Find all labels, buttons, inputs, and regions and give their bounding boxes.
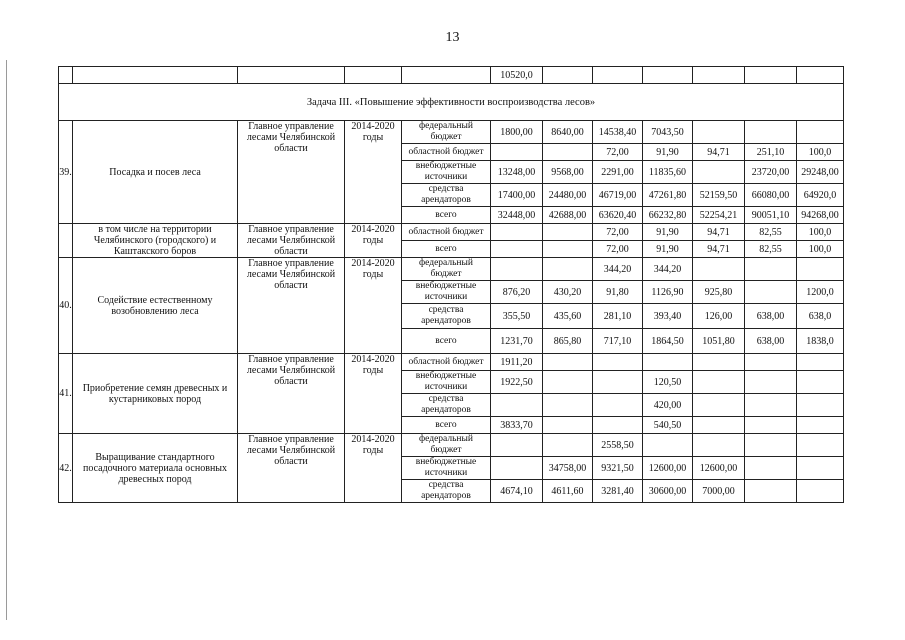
value-cell: 1800,00 [491, 121, 543, 144]
value-cell: 24480,00 [543, 184, 593, 207]
funding-source: федеральный бюджет [402, 258, 491, 281]
value-cell [543, 144, 593, 161]
value-cell: 72,00 [593, 241, 643, 258]
value-cell: 94,71 [693, 241, 745, 258]
value-cell: 876,20 [491, 281, 543, 304]
funding-source: внебюджетные источники [402, 371, 491, 394]
table-cell [643, 67, 693, 84]
value-cell: 94,71 [693, 224, 745, 241]
measure-name: в том числе на территории Челябинского (городского) и Каштакского боров [73, 224, 238, 258]
value-cell: 393,40 [643, 304, 693, 329]
table-cell [73, 67, 238, 84]
value-cell: 2291,00 [593, 161, 643, 184]
value-cell: 82,55 [745, 224, 797, 241]
executor: Главное управление лесами Челябинской области [238, 258, 345, 354]
value-cell: 46719,00 [593, 184, 643, 207]
value-cell: 3281,40 [593, 480, 643, 503]
value-cell [745, 480, 797, 503]
value-cell [643, 354, 693, 371]
table-cell [693, 67, 745, 84]
period: 2014-2020 годы [345, 434, 402, 503]
value-cell: 4611,60 [543, 480, 593, 503]
value-cell [693, 258, 745, 281]
value-cell: 435,60 [543, 304, 593, 329]
value-cell: 91,90 [643, 224, 693, 241]
value-cell [693, 354, 745, 371]
value-cell [543, 434, 593, 457]
executor: Главное управление лесами Челябинской области [238, 224, 345, 258]
executor: Главное управление лесами Челябинской области [238, 121, 345, 224]
value-cell [543, 371, 593, 394]
value-cell: 344,20 [593, 258, 643, 281]
value-cell: 7043,50 [643, 121, 693, 144]
value-cell: 638,00 [745, 329, 797, 354]
measure-name: Выращивание стандартного посадочного материала основных древесных пород [73, 434, 238, 503]
prev-row-value: 10520,0 [491, 67, 543, 84]
value-cell [745, 394, 797, 417]
value-cell: 3833,70 [491, 417, 543, 434]
value-cell: 126,00 [693, 304, 745, 329]
table-row [59, 67, 844, 84]
value-cell: 90051,10 [745, 207, 797, 224]
table-row [59, 354, 844, 371]
value-cell [491, 258, 543, 281]
funding-source: средства арендаторов [402, 480, 491, 503]
task-title: Задача III. «Повышение эффективности воспроизводства лесов» [59, 84, 844, 121]
period: 2014-2020 годы [345, 224, 402, 258]
value-cell: 7000,00 [693, 480, 745, 503]
value-cell: 1231,70 [491, 329, 543, 354]
value-cell [543, 241, 593, 258]
value-cell [593, 354, 643, 371]
value-cell [745, 457, 797, 480]
value-cell [693, 417, 745, 434]
value-cell: 91,90 [643, 144, 693, 161]
executor: Главное управление лесами Челябинской области [238, 434, 345, 503]
funding-source: средства арендаторов [402, 184, 491, 207]
table-cell [402, 67, 491, 84]
value-cell: 1922,50 [491, 371, 543, 394]
value-cell: 1911,20 [491, 354, 543, 371]
funding-source: внебюджетные источники [402, 457, 491, 480]
value-cell: 64920,0 [797, 184, 844, 207]
value-cell: 14538,40 [593, 121, 643, 144]
value-cell: 1126,90 [643, 281, 693, 304]
value-cell [797, 121, 844, 144]
value-cell: 94268,00 [797, 207, 844, 224]
value-cell: 925,80 [693, 281, 745, 304]
value-cell: 32448,00 [491, 207, 543, 224]
value-cell [797, 434, 844, 457]
value-cell [797, 457, 844, 480]
value-cell [797, 394, 844, 417]
value-cell [491, 224, 543, 241]
value-cell: 251,10 [745, 144, 797, 161]
value-cell: 4674,10 [491, 480, 543, 503]
value-cell: 52254,21 [693, 207, 745, 224]
value-cell: 638,0 [797, 304, 844, 329]
value-cell [693, 161, 745, 184]
value-cell [543, 394, 593, 417]
value-cell [745, 121, 797, 144]
budget-table [58, 66, 844, 503]
funding-source: федеральный бюджет [402, 434, 491, 457]
funding-source: областной бюджет [402, 224, 491, 241]
value-cell: 281,10 [593, 304, 643, 329]
value-cell [491, 144, 543, 161]
value-cell [491, 394, 543, 417]
value-cell: 17400,00 [491, 184, 543, 207]
value-cell: 63620,40 [593, 207, 643, 224]
value-cell: 11835,60 [643, 161, 693, 184]
value-cell [643, 434, 693, 457]
value-cell [693, 434, 745, 457]
value-cell: 12600,00 [693, 457, 745, 480]
value-cell: 344,20 [643, 258, 693, 281]
table-cell [593, 67, 643, 84]
value-cell: 13248,00 [491, 161, 543, 184]
item-number [59, 224, 73, 258]
value-cell: 8640,00 [543, 121, 593, 144]
value-cell [745, 281, 797, 304]
value-cell [693, 394, 745, 417]
measure-name: Содействие естественному возобновлению леса [73, 258, 238, 354]
table-row [59, 224, 844, 241]
funding-source: областной бюджет [402, 144, 491, 161]
period: 2014-2020 годы [345, 121, 402, 224]
funding-source: внебюджетные источники [402, 281, 491, 304]
value-cell: 120,50 [643, 371, 693, 394]
table-row [59, 258, 844, 281]
table-cell [238, 67, 345, 84]
value-cell [543, 258, 593, 281]
value-cell [693, 121, 745, 144]
value-cell: 540,50 [643, 417, 693, 434]
value-cell: 430,20 [543, 281, 593, 304]
value-cell: 42688,00 [543, 207, 593, 224]
value-cell [491, 457, 543, 480]
value-cell: 91,90 [643, 241, 693, 258]
value-cell [797, 354, 844, 371]
value-cell: 9321,50 [593, 457, 643, 480]
table-cell [59, 67, 73, 84]
value-cell [693, 371, 745, 394]
value-cell [593, 417, 643, 434]
funding-source: всего [402, 329, 491, 354]
value-cell: 52159,50 [693, 184, 745, 207]
funding-source: федеральный бюджет [402, 121, 491, 144]
item-number: 40. [59, 258, 73, 354]
value-cell [745, 434, 797, 457]
value-cell [797, 417, 844, 434]
value-cell: 717,10 [593, 329, 643, 354]
value-cell: 29248,00 [797, 161, 844, 184]
table-cell [745, 67, 797, 84]
scan-edge-line [6, 60, 7, 620]
funding-source: средства арендаторов [402, 304, 491, 329]
value-cell: 420,00 [643, 394, 693, 417]
value-cell [491, 434, 543, 457]
value-cell: 66080,00 [745, 184, 797, 207]
funding-source: внебюджетные источники [402, 161, 491, 184]
table-cell [345, 67, 402, 84]
value-cell: 1051,80 [693, 329, 745, 354]
value-cell: 47261,80 [643, 184, 693, 207]
funding-source: областной бюджет [402, 354, 491, 371]
item-number: 42. [59, 434, 73, 503]
measure-name: Приобретение семян древесных и кустарниковых пород [73, 354, 238, 434]
value-cell: 100,0 [797, 144, 844, 161]
value-cell: 72,00 [593, 224, 643, 241]
value-cell: 66232,80 [643, 207, 693, 224]
value-cell: 2558,50 [593, 434, 643, 457]
funding-source: средства арендаторов [402, 394, 491, 417]
value-cell [797, 258, 844, 281]
value-cell [745, 258, 797, 281]
funding-source: всего [402, 207, 491, 224]
value-cell [745, 417, 797, 434]
value-cell: 638,00 [745, 304, 797, 329]
value-cell [797, 480, 844, 503]
task-row [59, 84, 844, 121]
funding-source: всего [402, 241, 491, 258]
measure-name: Посадка и посев леса [73, 121, 238, 224]
executor: Главное управление лесами Челябинской области [238, 354, 345, 434]
period: 2014-2020 годы [345, 258, 402, 354]
table-body [59, 67, 844, 503]
value-cell [797, 371, 844, 394]
item-number: 39. [59, 121, 73, 224]
table-row [59, 121, 844, 144]
value-cell: 100,0 [797, 224, 844, 241]
value-cell [543, 417, 593, 434]
value-cell [745, 371, 797, 394]
value-cell [745, 354, 797, 371]
value-cell [593, 394, 643, 417]
value-cell: 100,0 [797, 241, 844, 258]
value-cell: 865,80 [543, 329, 593, 354]
value-cell: 1838,0 [797, 329, 844, 354]
page-number: 13 [445, 30, 460, 45]
value-cell [543, 354, 593, 371]
value-cell [593, 371, 643, 394]
value-cell: 91,80 [593, 281, 643, 304]
period: 2014-2020 годы [345, 354, 402, 434]
value-cell: 1200,0 [797, 281, 844, 304]
value-cell: 9568,00 [543, 161, 593, 184]
value-cell: 34758,00 [543, 457, 593, 480]
value-cell: 82,55 [745, 241, 797, 258]
table-row [59, 434, 844, 457]
value-cell [491, 241, 543, 258]
funding-source: всего [402, 417, 491, 434]
value-cell: 1864,50 [643, 329, 693, 354]
value-cell: 72,00 [593, 144, 643, 161]
value-cell: 355,50 [491, 304, 543, 329]
value-cell: 12600,00 [643, 457, 693, 480]
value-cell [543, 224, 593, 241]
value-cell: 30600,00 [643, 480, 693, 503]
item-number: 41. [59, 354, 73, 434]
value-cell: 23720,00 [745, 161, 797, 184]
value-cell: 94,71 [693, 144, 745, 161]
table-cell [543, 67, 593, 84]
table-cell [797, 67, 844, 84]
